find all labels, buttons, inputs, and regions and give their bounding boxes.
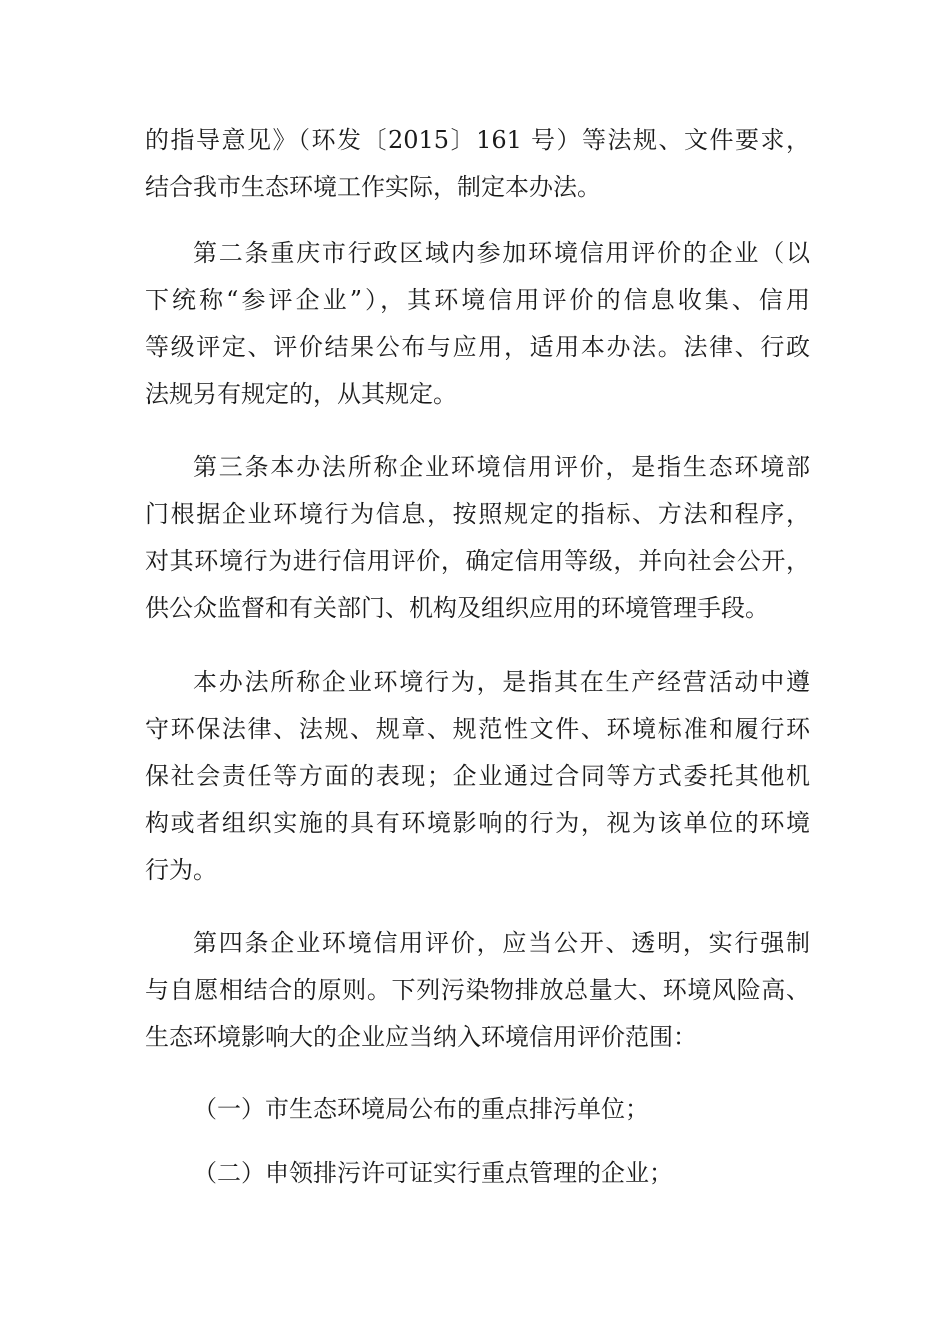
text-line: 第二条重庆市行政区域内参加环境信用评价的企业（以 (193, 239, 810, 267)
text-line: 对其环境行为进行信用评价，确定信用等级，并向社会公开， (145, 547, 810, 575)
paragraph-article-2 (145, 230, 810, 418)
text-line: 守环保法律、法规、规章、规范性文件、环境标准和履行环 (145, 715, 810, 743)
paragraph-article-3 (145, 444, 810, 632)
text-line: 结合我市生态环境工作实际，制定本办法。 (145, 173, 601, 201)
text-line: 等级评定、评价结果公布与应用，适用本办法。法律、行政 (145, 333, 810, 361)
list-item: （一）市生态环境局公布的重点排污单位； (193, 1095, 649, 1123)
paragraph-environmental-behavior (145, 659, 810, 894)
text-line: 门根据企业环境行为信息，按照规定的指标、方法和程序， (145, 500, 810, 528)
text-line: 本办法所称企业环境行为，是指其在生产经营活动中遵 (193, 668, 810, 696)
text-line: 与自愿相结合的原则。下列污染物排放总量大、环境风险高、 (145, 976, 810, 1004)
text-line: 第四条企业环境信用评价，应当公开、透明，实行强制 (193, 929, 810, 957)
paragraph-article-4 (145, 920, 810, 1061)
text-line: 构或者组织实施的具有环境影响的行为，视为该单位的环境 (145, 809, 810, 837)
text-line: 供公众监督和有关部门、机构及组织应用的环境管理手段。 (145, 594, 769, 622)
paragraph-continuation (145, 117, 810, 211)
text-line: 的指导意见》（环发〔2015〕161 号）等法规、文件要求， (145, 126, 810, 154)
text-line: 生态环境影响大的企业应当纳入环境信用评价范围： (145, 1023, 697, 1051)
text-line: 法规另有规定的，从其规定。 (145, 380, 457, 408)
text-line: 下统称“参评企业”），其环境信用评价的信息收集、信用 (145, 286, 810, 314)
text-line: 保社会责任等方面的表现；企业通过合同等方式委托其他机 (145, 762, 810, 790)
text-line: 行为。 (145, 856, 217, 884)
text-line: 第三条本办法所称企业环境信用评价，是指生态环境部 (193, 453, 810, 481)
list-item: （二）申领排污许可证实行重点管理的企业； (193, 1159, 673, 1187)
